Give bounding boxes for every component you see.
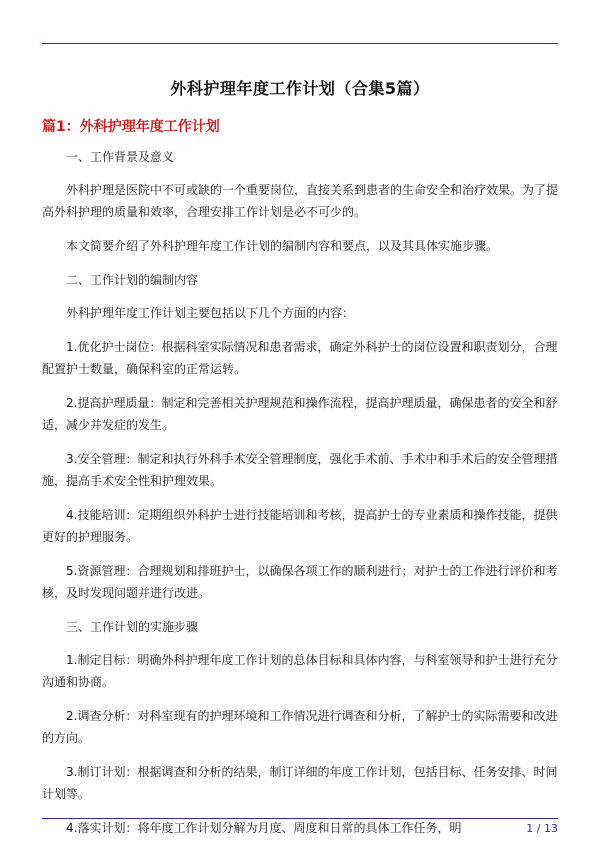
paragraph: 本文简要介绍了外科护理年度工作计划的编制内容和要点，以及其具体实施步骤。 xyxy=(66,239,499,253)
paragraph-heading: 三、工作计划的实施步骤 xyxy=(66,620,199,634)
paragraph: 2.调查分析：对科室现有的护理环境和工作情况进行调查和分析，了解护士的实际需要和改进的方向。 xyxy=(42,709,558,745)
paragraph: 3.制订计划：根据调查和分析的结果，制订详细的年度工作计划，包括目标、任务安排、时间计划等。 xyxy=(42,765,558,801)
paragraph: 3.安全管理：制定和执行外科手术安全管理制度，强化手术前、手术中和手术后的安全管理措施，提高手术安全性和护理效果。 xyxy=(42,452,558,488)
paragraph: 4.技能培训：定期组织外科护士进行技能培训和考核，提高护士的专业素质和操作技能，提供更好的护理服务。 xyxy=(42,508,558,544)
section-title: 篇1：外科护理年度工作计划 xyxy=(42,119,220,135)
paragraph: 外科护理是医院中不可或缺的一个重要岗位，直接关系到患者的生命安全和治疗效果。为了提高外科护理的质量和效率，合理安排工作计划是必不可少的。 xyxy=(42,183,559,219)
page-number: 1 / 13 xyxy=(526,822,558,835)
document-title: 外科护理年度工作计划（合集5篇） xyxy=(170,79,430,98)
document-body xyxy=(42,146,558,851)
paragraph: 1.优化护士岗位：根据科室实际情况和患者需求，确定外科护士的岗位设置和职责划分，合理配置护士数量，确保科室的正常运转。 xyxy=(42,340,558,376)
paragraph: 4.落实计划：将年度工作计划分解为月度、周度和日常的具体工作任务，明 xyxy=(66,821,462,835)
paragraph-heading: 一、工作背景及意义 xyxy=(66,150,175,164)
paragraph-heading: 二、工作计划的编制内容 xyxy=(66,273,199,287)
paragraph: 1.制定目标：明确外科护理年度工作计划的总体目标和具体内容，与科室领导和护士进行充分沟通和协商。 xyxy=(42,653,558,689)
footer-rule xyxy=(42,818,558,819)
paragraph: 2.提高护理质量：制定和完善相关护理规范和操作流程，提高护理质量，确保患者的安全和舒适，减少并发症的发生。 xyxy=(42,396,558,432)
paragraph: 外科护理年度工作计划主要包括以下几个方面的内容： xyxy=(66,306,355,320)
header-rule xyxy=(42,43,558,44)
paragraph: 5.资源管理：合理规划和排班护士，以确保各项工作的顺利进行；对护士的工作进行评价和考核，及时发现问题并进行改进。 xyxy=(42,564,558,600)
